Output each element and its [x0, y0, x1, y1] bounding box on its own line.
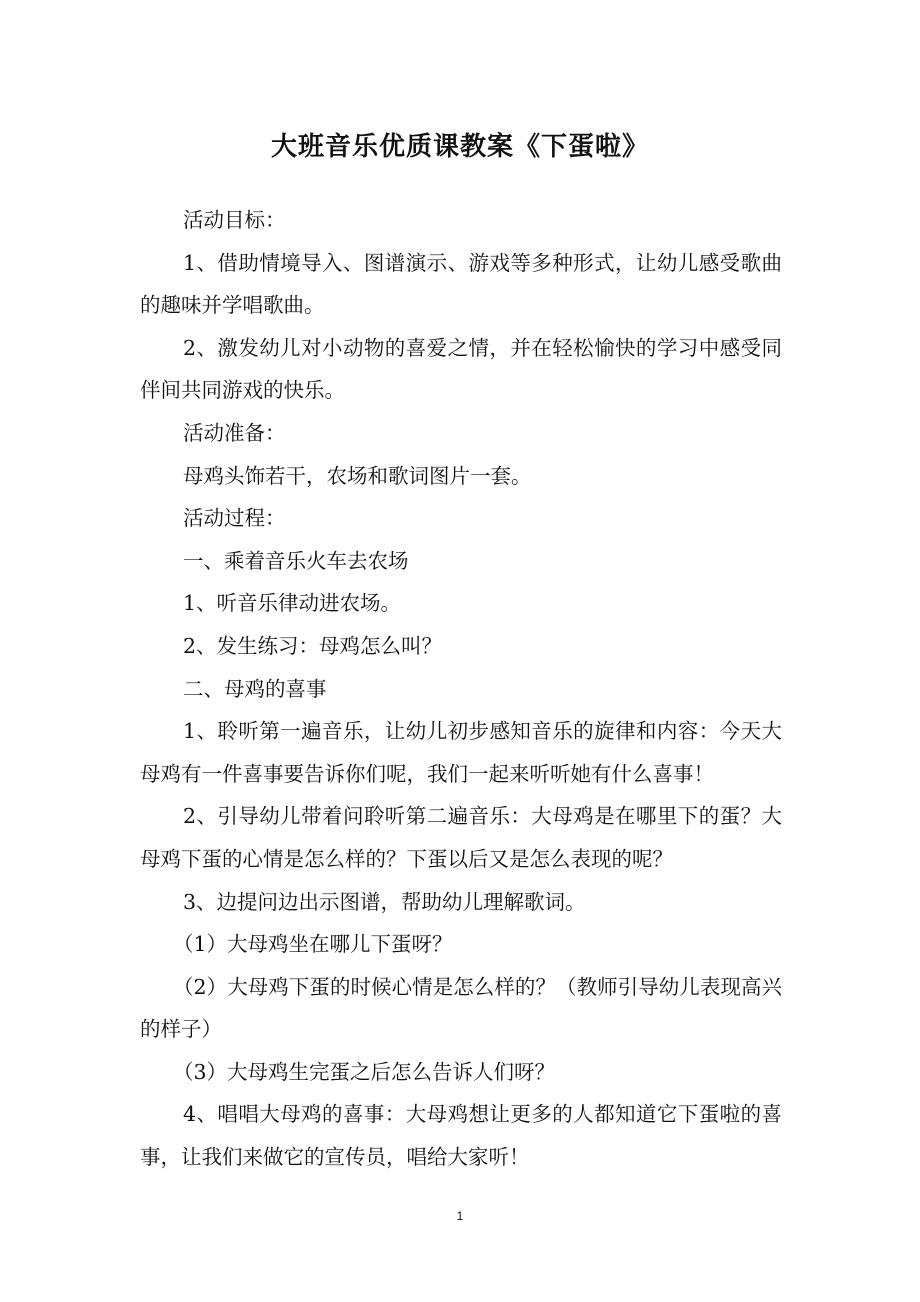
section-heading-process: 活动过程： — [183, 506, 286, 531]
question-2: （2）大母鸡下蛋的时候心情是怎么样的？（教师引导幼儿表现高兴的样子） — [140, 974, 782, 1042]
process-step-2-item-4: 4、唱唱大母鸡的喜事：大母鸡想让更多的人都知道它下蛋啦的喜事，让我们来做它的宣传员，唱给大家听！ — [140, 1102, 782, 1170]
section-heading-objectives: 活动目标： — [183, 208, 286, 232]
question-1: （1）大母鸡坐在哪儿下蛋呀？ — [173, 932, 453, 957]
section-heading-preparation: 活动准备： — [183, 420, 286, 445]
document-body — [140, 199, 782, 1179]
process-step-2-item-3: 3、边提问边出示图谱，帮助幼儿理解歌词。 — [183, 889, 586, 914]
preparation-text: 母鸡头饰若干，农场和歌词图片一套。 — [183, 463, 532, 488]
page-number: 1 — [456, 1209, 464, 1223]
process-step-1-item-1: 1、听音乐律动进农场。 — [183, 591, 402, 616]
process-step-2-heading: 二、母鸡的喜事 — [183, 676, 327, 701]
process-step-1-item-2: 2、发生练习：母鸡怎么叫？ — [183, 633, 443, 658]
question-3: （3）大母鸡生完蛋之后怎么告诉人们呀？ — [173, 1059, 556, 1084]
process-step-2-item-2: 2、引导幼儿带着问聆听第二遍音乐：大母鸡是在哪里下的蛋？大母鸡下蛋的心情是怎么样的？下蛋以后又是怎么表现的呢？ — [140, 804, 782, 871]
objective-item-1: 1、借助情境导入、图谱演示、游戏等多种形式，让幼儿感受歌曲的趣味并学唱歌曲。 — [140, 250, 782, 318]
document-title: 大班音乐优质课教案《下蛋啦》 — [270, 132, 649, 163]
process-step-1-heading: 一、乘着音乐火车去农场 — [183, 548, 409, 573]
objective-item-2: 2、激发幼儿对小动物的喜爱之情，并在轻松愉快的学习中感受同伴间共同游戏的快乐。 — [140, 335, 782, 403]
process-step-2-item-1: 1、聆听第一遍音乐，让幼儿初步感知音乐的旋律和内容：今天大母鸡有一件喜事要告诉你们呢，我们一起来听听她有什么喜事！ — [140, 719, 782, 786]
